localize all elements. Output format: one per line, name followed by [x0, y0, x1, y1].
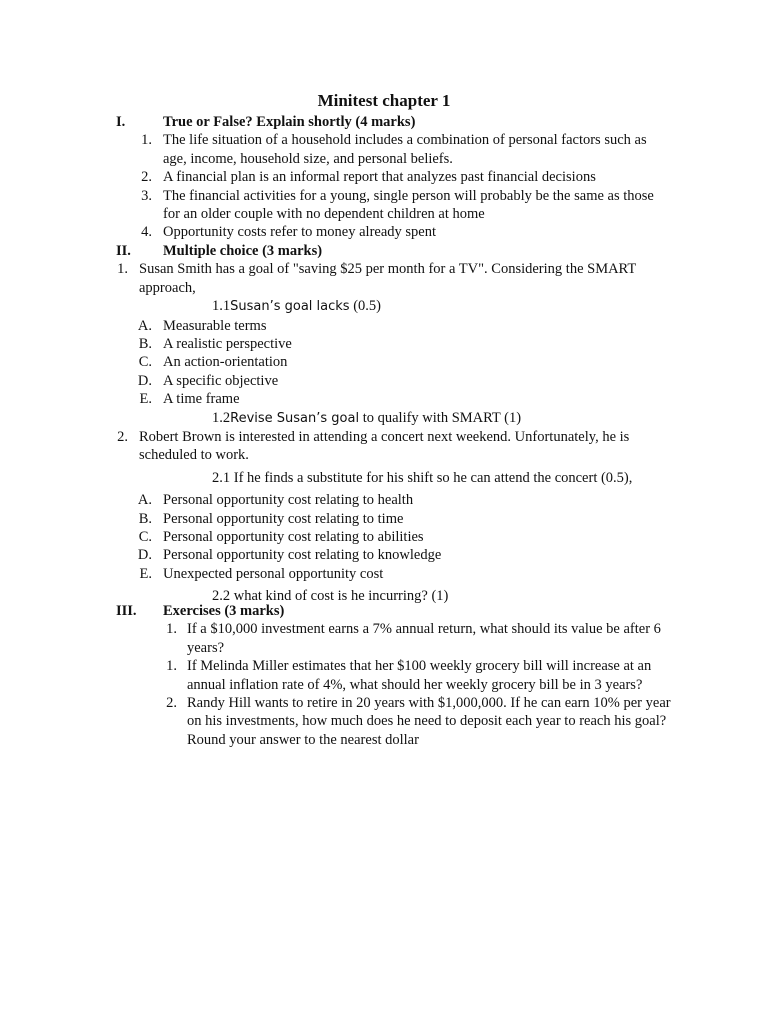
sub-question-text: 2.2 what kind of cost is he incurring? (1) [212, 588, 449, 605]
option-letter: A. [137, 492, 152, 509]
option-text: A specific objective [163, 372, 279, 389]
exercise-item [0, 657, 768, 694]
item-number: 2. [166, 695, 177, 712]
option-letter: B. [138, 510, 152, 527]
item-text: A financial plan is an informal report that analyzes past financial decisions [163, 169, 596, 186]
option-item [0, 372, 768, 390]
item-number: 1. [166, 621, 177, 638]
option-item [0, 528, 768, 546]
item-text: If Melinda Miller estimates that her $100 weekly grocery bill will increase at an annual inflation rate of 4%, what should her weekly grocery bill be in 3 years? [187, 658, 652, 693]
option-item [0, 546, 768, 564]
section-numeral: III. [116, 603, 137, 619]
question-2 [0, 428, 768, 465]
item-number: 1. [166, 658, 177, 675]
option-text: Personal opportunity cost relating to time [163, 510, 404, 527]
option-text: Personal opportunity cost relating to health [163, 492, 414, 509]
item-number: 4. [141, 224, 152, 241]
option-item [0, 353, 768, 371]
option-text: Measurable terms [163, 317, 267, 334]
sub-question-number: 1.1 [212, 298, 231, 315]
section-multiple-choice [0, 242, 768, 606]
section-numeral: II. [116, 243, 131, 259]
option-letter: B. [138, 336, 152, 353]
option-letter: C. [138, 354, 152, 371]
question-text: Robert Brown is interested in attending a concert next weekend. Unfortunately, he is scheduled to work. [139, 429, 630, 464]
sub-question-text: Susan’s goal lacks [230, 299, 350, 315]
section-heading [0, 242, 768, 260]
option-text: Personal opportunity cost relating to knowledge [163, 547, 442, 564]
sub-question [0, 409, 768, 428]
item-number: 1. [141, 132, 152, 149]
option-letter: E. [139, 391, 152, 408]
exercise-item [0, 694, 768, 749]
question-1 [0, 260, 768, 297]
sub-question-text: Revise Susan’s goal [230, 410, 360, 426]
sub-question [0, 469, 768, 487]
item-text: The financial activities for a young, single person will probably be the same as those for an older couple with no dependent children at home [163, 187, 654, 223]
option-item [0, 390, 768, 408]
option-text: A time frame [163, 391, 240, 408]
sub-question [0, 297, 768, 316]
list-item [0, 187, 768, 224]
section-true-false [0, 113, 768, 242]
question-text: Susan Smith has a goal of "saving $25 per month for a TV". Considering the SMART approach, [139, 261, 636, 296]
option-text: An action-orientation [163, 354, 288, 371]
option-letter: D. [137, 547, 152, 564]
option-text: Unexpected personal opportunity cost [163, 565, 384, 582]
section-exercises [0, 602, 768, 749]
item-number: 2. [141, 169, 152, 186]
section-numeral: I. [116, 114, 126, 130]
option-item [0, 335, 768, 353]
option-letter: C. [138, 529, 152, 546]
item-text: If a $10,000 investment earns a 7% annual return, what should its value be after 6 years? [187, 621, 661, 656]
question-number: 2. [117, 429, 128, 446]
option-item [0, 317, 768, 335]
item-text: Randy Hill wants to retire in 20 years with $1,000,000. If he can earn 10% per year on his investments, how much does he need to deposit each year to reach his goal? Round your answer to the nearest dollar [187, 695, 671, 748]
option-text: Personal opportunity cost relating to abilities [163, 529, 424, 546]
list-item [0, 223, 768, 241]
section-title: Multiple choice (3 marks) [163, 243, 323, 259]
option-item [0, 510, 768, 528]
item-number: 3. [141, 187, 152, 204]
option-text: A realistic perspective [163, 336, 292, 353]
sub-question-number: 1.2 [212, 409, 231, 426]
list-item [0, 131, 768, 168]
option-letter: A. [137, 317, 152, 334]
item-text: Opportunity costs refer to money already spent [163, 224, 437, 241]
item-text: The life situation of a household includes a combination of personal factors such as age, income, household size, and personal beliefs. [163, 132, 647, 167]
sub-question-text: 2.1 If he finds a substitute for his shift so he can attend the concert (0.5), [212, 469, 633, 486]
document-title: Minitest chapter 1 [317, 91, 451, 110]
sub-question-marks: (0.5) [349, 298, 381, 315]
question-number: 1. [117, 261, 128, 278]
sub-question-tail: to qualify with SMART (1) [359, 409, 522, 426]
exercise-item [0, 620, 768, 657]
option-item [0, 491, 768, 509]
option-letter: E. [139, 565, 152, 582]
option-item [0, 565, 768, 583]
section-title: Exercises (3 marks) [163, 603, 285, 619]
section-heading [0, 113, 768, 131]
section-heading [0, 602, 768, 620]
option-letter: D. [137, 372, 152, 389]
section-title: True or False? Explain shortly (4 marks) [163, 114, 416, 130]
list-item [0, 168, 768, 186]
